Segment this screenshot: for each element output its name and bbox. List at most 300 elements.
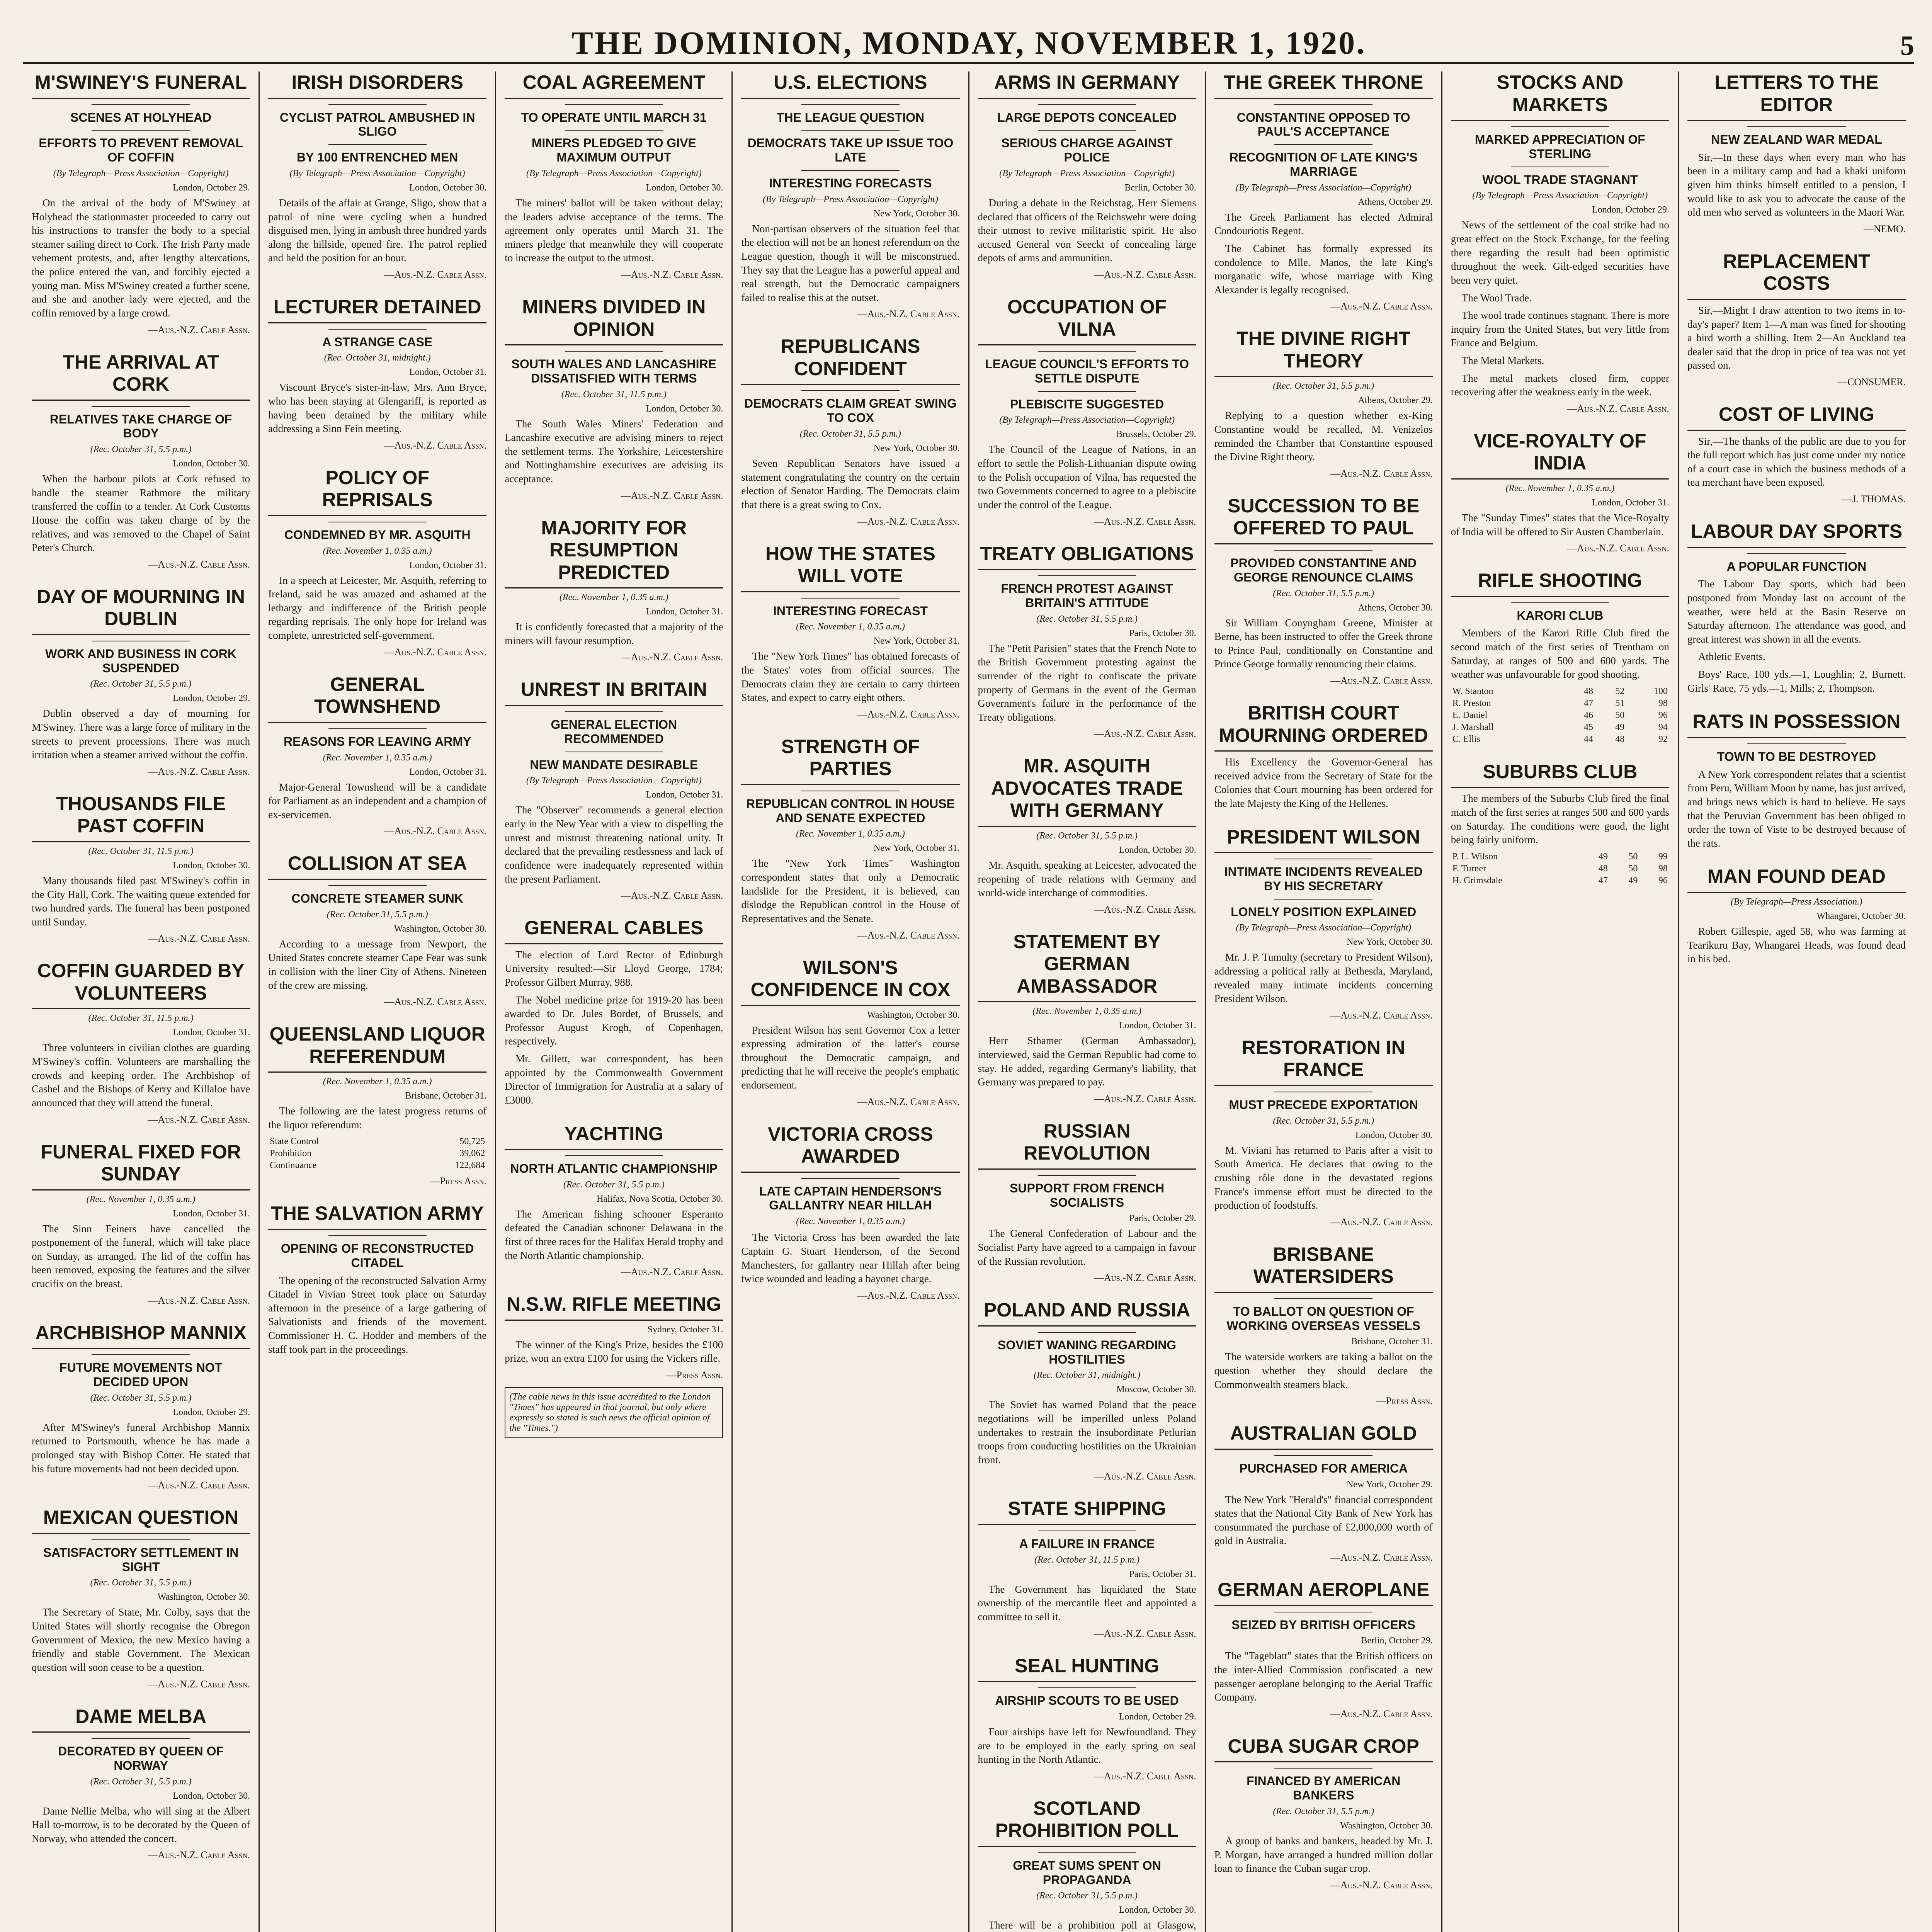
source-credit: —Aus.-N.Z. Cable Assn. — [1094, 1093, 1196, 1104]
byline: (By Telegraph—Press Association—Copyright) — [1472, 190, 1648, 201]
headline: THOUSANDS FILE PAST COFFIN — [32, 793, 250, 842]
divider-rule — [1511, 126, 1609, 127]
headline: LECTURER DETAINED — [268, 296, 486, 323]
subheadline: REASONS FOR LEAVING ARMY — [284, 734, 471, 748]
article — [978, 931, 1196, 1105]
body-paragraph: The Nobel medicine prize for 1919-20 has been awarded to Dr. Jules Bordet, of Brussels, and Professor August Krogh, of Copenhagen, respectively. — [505, 994, 723, 1047]
dateline: New York, October 30. — [873, 208, 960, 219]
source-credit: —Aus.-N.Z. Cable Assn. — [384, 825, 487, 837]
dateline: Athens, October 29. — [1358, 197, 1433, 207]
headline: RESTORATION IN FRANCE — [1214, 1037, 1433, 1086]
subheadline: A POPULAR FUNCTION — [1726, 559, 1867, 573]
body-paragraph: The winner of the King's Prize, besides the £100 prize, won an extra £100 for using the Vickers rifle. — [505, 1338, 723, 1364]
byline: (Rec. November 1, 0.35 a.m.) — [559, 592, 668, 603]
article — [505, 1293, 723, 1438]
article — [741, 1123, 959, 1301]
byline: (Rec. November 1, 0.35 a.m.) — [1505, 483, 1615, 493]
source-credit: —Aus.-N.Z. Cable Assn. — [621, 490, 723, 501]
subheadline: LONELY POSITION EXPLAINED — [1231, 905, 1417, 919]
body-paragraph: Mr. Gillett, war correspondent, has been appointed by the Commonwealth Government Director of Immigration for Australia at a salary of £3000. — [505, 1053, 723, 1106]
divider-rule — [565, 1155, 663, 1156]
subheadline: CYCLIST PATROL AMBUSHED IN SLIGO — [279, 110, 475, 139]
subheadline: TOWN TO BE DESTROYED — [1717, 749, 1876, 764]
table-row — [268, 1160, 486, 1172]
article — [978, 71, 1196, 281]
body-paragraph: Sir,—The thanks of the public are due to you for the full report which has just come under my notice of a court case in which the business methods of a tea merchant have been exposed. — [1687, 435, 1906, 488]
body-paragraph: The Victoria Cross has been awarded the late Captain G. Stuart Henderson, of the Second Manchesters, for gallantry near Hillah after being twice wounded and leading a bayonet charge. — [741, 1231, 960, 1285]
divider-rule — [328, 728, 427, 729]
source-credit: —Aus.-N.Z. Cable Assn. — [857, 929, 960, 941]
headline: REPUBLICANS CONFIDENT — [741, 335, 959, 385]
divider-rule — [328, 1235, 427, 1236]
table-cell: 50,725 — [459, 1136, 485, 1147]
body-paragraph: President Wilson has sent Governor Cox a letter expressing admiration of the latter's course throughout the Democratic campaign, and predicting that he will receive the people's emphatic endorsement. — [741, 1024, 960, 1091]
headline: LETTERS TO THE EDITOR — [1687, 71, 1906, 121]
source-credit: —Aus.-N.Z. Cable Assn. — [384, 439, 487, 451]
dateline: London, October 29. — [173, 693, 250, 704]
body-paragraph: Details of the affair at Grange, Sligo, show that a patrol of nine were cycling when a hundred disguised men, lying in ambush three hundred yards along the hillside, opened fire. The patrol replied and held the position for an hour. — [268, 197, 487, 264]
table-row — [1451, 697, 1669, 709]
divider-rule — [328, 104, 427, 105]
body-paragraph: There will be a prohibition poll at Glasgow, — [988, 1919, 1196, 1931]
subheadline: PURCHASED FOR AMERICA — [1239, 1461, 1408, 1475]
source-credit: —Aus.-N.Z. Cable Assn. — [857, 515, 960, 527]
source-credit: —Aus.-N.Z. Cable Assn. — [621, 890, 723, 901]
column-4 — [733, 71, 969, 1932]
article — [1451, 761, 1669, 887]
body-paragraph: After M'Swiney's funeral Archbishop Mannix returned to Portsmouth, whence he has made a prolonged stay with Bishop Cotter. He stated that his future movements had not been decided upon. — [32, 1421, 250, 1475]
headline: THE GREEK THRONE — [1214, 71, 1433, 99]
dateline: London, October 30. — [173, 860, 250, 871]
table-cell: 48 — [1615, 734, 1625, 744]
headline: M'SWINEY'S FUNERAL — [32, 71, 250, 99]
source-credit: —Aus.-N.Z. Cable Assn. — [148, 1114, 250, 1125]
dateline: London, October 31. — [409, 767, 487, 777]
body-paragraph: The waterside workers are taking a ballot on the question whether they should declare the Commonwealth steamers black. — [1214, 1351, 1433, 1390]
headline: OCCUPATION OF VILNA — [978, 296, 1196, 345]
article — [505, 679, 723, 901]
divider-rule — [801, 104, 900, 105]
body-paragraph: The members of the Suburbs Club fired the final match of the first series at ranges 500 and 600 yards on Saturday. The conditions were good, the light being fairly uniform. — [1451, 793, 1669, 846]
body-paragraph: The miners' ballot will be taken without delay; the leaders advise acceptance of the terms. The agreement only operates until March 31. The miners pledge that meanwhile they will cooperate to increase the output to the utmost. — [505, 197, 723, 264]
body-paragraph: The "Petit Parisien" states that the French Note to the British Government protesting against the surrender of the right to confiscate the private property of Germans in the event of the German Government's failure in the performance of the Treaty obligations. — [978, 642, 1196, 723]
table-row — [1451, 851, 1669, 863]
byline: (Rec. October 31, 11.5 p.m.) — [88, 846, 194, 856]
article — [1451, 570, 1669, 745]
divider-rule — [1274, 899, 1372, 900]
dateline: Berlin, October 30. — [1124, 182, 1196, 193]
source-credit: —Aus.-N.Z. Cable Assn. — [1330, 468, 1433, 479]
dateline: London, October 31. — [409, 560, 487, 570]
byline: (Rec. October 31, 5.5 p.m.) — [90, 1393, 192, 1403]
body-paragraph: Sir,—Might I draw attention to two items in to-day's paper? Item 1—A man was fined for shooting a bird worth a shilling. Item 2—An Auckland tea dealer said that the drop in price of tea was not yet passed on. — [1687, 304, 1906, 371]
body-paragraph: The Greek Parliament has elected Admiral Condouriotis Regent. — [1214, 211, 1433, 237]
table-cell: 99 — [1658, 851, 1668, 862]
headline: U.S. ELECTIONS — [741, 71, 959, 99]
divider-rule — [328, 329, 427, 330]
byline: (Rec. October 31, midnight.) — [324, 353, 431, 363]
source-credit: —CONSUMER. — [1837, 376, 1906, 388]
headline: POLAND AND RUSSIA — [978, 1299, 1196, 1327]
divider-rule — [565, 104, 663, 105]
body-paragraph: During a debate in the Reichstag, Herr Siemens declared that officers of the Reichswehr were doing their utmost to revive militaristic spirit. He also accused General von Seeckt of concealing large depots of arms and ammunition. — [978, 197, 1196, 264]
dateline: Berlin, October 29. — [1361, 1636, 1433, 1646]
body-paragraph: Boys' Race, 100 yds.—1, Loughlin; 2, Burnett. Girls' Race, 75 yds.—1, Mills; 2, Thompson. — [1687, 668, 1906, 694]
divider-rule — [1747, 126, 1845, 127]
divider-rule — [92, 1354, 190, 1355]
headline: HOW THE STATES WILL VOTE — [741, 543, 959, 592]
article — [32, 351, 250, 570]
headline: CUBA SUGAR CROP — [1214, 1735, 1433, 1763]
table-cell: 98 — [1658, 863, 1668, 874]
subheadline: INTIMATE INCIDENTS REVEALED BY HIS SECRETARY — [1224, 865, 1423, 893]
dateline: Washington, October 30. — [394, 923, 487, 934]
table-cell: 39,062 — [459, 1148, 485, 1159]
source-credit: —Press Assn. — [430, 1175, 487, 1187]
subheadline: BY 100 ENTRENCHED MEN — [297, 150, 458, 165]
source-credit: —Aus.-N.Z. Cable Assn. — [384, 996, 487, 1008]
article — [32, 793, 250, 945]
source-credit: —Aus.-N.Z. Cable Assn. — [148, 324, 250, 335]
body-paragraph: The New York "Herald's" financial correspondent states that the National City Bank of New York has consummated the purchase of £2,000,000 worth of gold in Australia. — [1214, 1493, 1433, 1547]
source-credit: —Aus.-N.Z. Cable Assn. — [148, 1849, 250, 1861]
column-3 — [496, 71, 733, 1932]
article — [1687, 403, 1906, 505]
subheadline: SOVIET WANING REGARDING HOSTILITIES — [997, 1338, 1177, 1366]
results-table — [1451, 851, 1669, 887]
table-cell: Continuance — [270, 1160, 317, 1171]
byline: (Rec. October 31, 11.5 p.m.) — [561, 389, 667, 400]
table-cell: 45 — [1583, 722, 1593, 732]
headline: AUSTRALIAN GOLD — [1214, 1422, 1433, 1450]
body-paragraph: The Sinn Feiners have cancelled the postponement of the funeral, which will take place on Sunday, as arranged. The lid of the coffin has been removed, exposing the features and the silver crucifix on the breast. — [32, 1223, 250, 1290]
dateline: London, October 29. — [1592, 205, 1669, 215]
body-paragraph: The Cabinet has formally expressed its condolence to Mlle. Manos, the late King's morganatic wife, whose marriage with King Alexander is legally recognised. — [1214, 242, 1433, 296]
columns — [23, 71, 1914, 1932]
article — [1687, 250, 1906, 388]
table-row — [268, 1136, 486, 1148]
body-paragraph: The American fishing schooner Esperanto defeated the Canadian schooner Delawana in the first of three races for the Halifax Herald trophy and the North Atlantic championship. — [505, 1208, 723, 1261]
dateline: London, October 30. — [409, 182, 487, 193]
source-credit: —NEMO. — [1863, 223, 1906, 235]
divider-rule — [1038, 391, 1136, 392]
byline: (Rec. October 31, 11.5 p.m.) — [88, 1013, 194, 1024]
divider-rule — [92, 104, 190, 105]
subheadline: TO BALLOT ON QUESTION OF WORKING OVERSEAS VESSELS — [1226, 1304, 1420, 1333]
body-paragraph: The "New York Times" has obtained forecasts of the States' votes from official sources. The Democrats claim they are certain to carry thirteen States, and expect to carry eight others. — [741, 650, 960, 704]
dateline: Washington, October 30. — [867, 1010, 960, 1020]
table-cell: 49 — [1615, 722, 1625, 732]
article — [32, 1322, 250, 1492]
divider-rule — [1038, 1175, 1136, 1176]
headline: UNREST IN BRITAIN — [505, 679, 723, 706]
column-6 — [1206, 71, 1442, 1932]
divider-rule — [1038, 1332, 1136, 1333]
article — [741, 335, 959, 527]
body-paragraph: Non-partisan observers of the situation feel that the election will not be an honest referendum on the League question, though it will be misconstrued. They say that the League has a powerful appeal and real strength, but the Democratic campaigners failed to realise this at the outset. — [741, 223, 960, 303]
table-cell: 49 — [1628, 875, 1638, 886]
table-cell: P. L. Wilson — [1452, 851, 1498, 862]
page-number: 5 — [1900, 30, 1914, 61]
article — [1214, 1579, 1433, 1720]
divider-rule — [1038, 575, 1136, 576]
source-credit: —Aus.-N.Z. Cable Assn. — [1330, 1216, 1433, 1228]
body-paragraph: The Secretary of State, Mr. Colby, says that the United States will shortly recognise the Obregon Government of Mexico, the new Mexico having a friendly and stable Government. The Mexican question will soon cease to be a question. — [32, 1606, 250, 1673]
table-cell: 51 — [1615, 698, 1625, 708]
article — [978, 1655, 1196, 1782]
subheadline: LARGE DEPOTS CONCEALED — [997, 110, 1177, 124]
table-cell: 52 — [1615, 686, 1625, 696]
divider-rule — [565, 130, 663, 131]
body-paragraph: The "Observer" recommends a general election early in the New Year with a view to dispelling the unrest and mistrust threatening national unity. It declared that the prevailing restlessness and lack of confidence were inadequately represented within the present Parliament. — [505, 804, 723, 885]
article — [1214, 702, 1433, 811]
article — [1687, 71, 1906, 235]
body-paragraph: Members of the Karori Rifle Club fired the second match of the first series of Trentham on Saturday, at ranges of 500 and 600 yards. The weather was unfavourable for good shooting. — [1451, 627, 1669, 680]
subheadline: CONDEMNED BY MR. ASQUITH — [284, 527, 471, 542]
subheadline: SERIOUS CHARGE AGAINST POLICE — [1001, 136, 1173, 165]
dateline: Brisbane, October 31. — [405, 1091, 487, 1101]
divider-rule — [1038, 130, 1136, 131]
column-5 — [969, 71, 1206, 1932]
divider-rule — [1038, 1687, 1136, 1688]
divider-rule — [92, 1539, 190, 1540]
table-cell: H. Grimsdale — [1452, 875, 1503, 886]
byline: (By Telegraph—Press Association.) — [1730, 896, 1862, 907]
table-cell: 44 — [1583, 734, 1593, 744]
subheadline: LATE CAPTAIN HENDERSON'S GALLANTRY NEAR HILLAH — [759, 1184, 942, 1213]
body-paragraph: The Metal Markets. — [1461, 355, 1544, 367]
article — [1214, 71, 1433, 312]
source-credit: —Aus.-N.Z. Cable Assn. — [148, 1678, 250, 1690]
byline: (Rec. November 1, 0.35 a.m.) — [796, 622, 905, 632]
body-paragraph: Replying to a question whether ex-King Constantine would be recalled, M. Venizelos reminded the Chamber that Constantine espoused the Divine Right theory. — [1214, 410, 1433, 463]
body-paragraph: Sir,—In these days when every man who has been in a military camp and had a khaki uniform given him thinks himself entitled to a pension, I would like to ask you to advocate the cause of the old men who served as volunteers in the Maori War. — [1687, 151, 1906, 218]
table-cell: Prohibition — [270, 1148, 312, 1159]
divider-rule — [328, 144, 427, 145]
headline: GENERAL TOWNSHEND — [268, 673, 486, 723]
subheadline: MINERS PLEDGED TO GIVE MAXIMUM OUTPUT — [531, 136, 696, 165]
results-table — [268, 1136, 486, 1172]
body-paragraph: The South Wales Miners' Federation and Lancashire executive are advising miners to reject the settlement terms. The Yorkshire, Leicestershire and Nottinghamshire executives are advising its acceptance. — [505, 418, 723, 485]
body-paragraph: On the arrival of the body of M'Swiney at Holyhead the stationmaster proceeded to carry out his instructions to transfer the body to a special steamer sailing direct to Cork. The Irish Party made vehement protests, and, after lengthy altercations, the police entered the van, and forcibly ejected a young man. Miss M'Swiney created a further scene, and she and another lady were ejected, and the coffin removed by a large crowd. — [32, 197, 250, 319]
headline: GENERAL CABLES — [505, 917, 723, 944]
table-cell: 122,684 — [455, 1160, 485, 1171]
headline: SEAL HUNTING — [978, 1655, 1196, 1682]
table-row — [1451, 709, 1669, 721]
article — [268, 467, 486, 658]
divider-rule — [92, 1738, 190, 1739]
dateline: New York, October 30. — [873, 443, 960, 454]
source-credit: —Aus.-N.Z. Cable Assn. — [1094, 1471, 1196, 1482]
source-credit: —Aus.-N.Z. Cable Assn. — [148, 765, 250, 777]
table-cell: 47 — [1583, 698, 1593, 708]
source-credit: —Aus.-N.Z. Cable Assn. — [148, 1294, 250, 1306]
headline: SUCCESSION TO BE OFFERED TO PAUL — [1214, 495, 1433, 544]
column-8 — [1679, 71, 1914, 1932]
subheadline: NEW MANDATE DESIRABLE — [530, 757, 698, 772]
source-credit: —Aus.-N.Z. Cable Assn. — [148, 1480, 250, 1491]
body-paragraph: Mr. J. P. Tumulty (secretary to President Wilson), addressing a political rally at Bethesda, Maryland, revealed many intimate incidents concerning President Wilson. — [1214, 951, 1433, 1005]
headline: THE DIVINE RIGHT THEORY — [1214, 328, 1433, 377]
byline: (Rec. October 31, 5.5 p.m.) — [1273, 1806, 1374, 1816]
table-row — [1451, 875, 1669, 887]
source-credit: —Aus.-N.Z. Cable Assn. — [1094, 1628, 1196, 1639]
article — [741, 543, 959, 720]
body-paragraph: Three volunteers in civilian clothes are guarding M'Swiney's coffin. Volunteers are marshalling the crowds and keeping order. The Archbishop of Cashel and the Bishops of Kerry and Killaloe have announced that they will attend the funeral. — [32, 1042, 250, 1109]
dateline: London, October 31. — [1592, 497, 1669, 508]
subheadline: PROVIDED CONSTANTINE AND GEORGE RENOUNCE CLAIMS — [1230, 556, 1417, 584]
table-cell: 92 — [1658, 734, 1668, 744]
article — [1214, 826, 1433, 1021]
body-paragraph: Many thousands filed past M'Swiney's coffin in the City Hall, Cork. The waiting queue extended for two hundred yards. The funeral has been postponed until Sunday. — [32, 874, 250, 928]
headline: COST OF LIVING — [1687, 403, 1906, 431]
dateline: Halifax, Nova Scotia, October 30. — [597, 1194, 723, 1204]
subheadline: MARKED APPRECIATION OF STERLING — [1475, 133, 1645, 161]
headline: ARCHBISHOP MANNIX — [32, 1322, 250, 1349]
table-cell: 50 — [1628, 863, 1638, 874]
dateline: Sydney, October 31. — [647, 1324, 723, 1335]
byline: (Rec. November 1, 0.35 a.m.) — [86, 1194, 196, 1204]
article — [268, 296, 486, 451]
headline: COAL AGREEMENT — [505, 71, 723, 99]
byline: (Rec. October 31, 5.5 p.m.) — [90, 679, 192, 689]
dateline: London, October 31. — [173, 1027, 250, 1038]
headline: RATS IN POSSESSION — [1687, 711, 1906, 738]
source-credit: —Aus.-N.Z. Cable Assn. — [1094, 515, 1196, 527]
headline: MR. ASQUITH ADVOCATES TRADE WITH GERMANY — [978, 755, 1196, 827]
headline: REPLACEMENT COSTS — [1687, 250, 1906, 300]
source-credit: —Aus.-N.Z. Cable Assn. — [1330, 1879, 1433, 1891]
body-paragraph: The Council of the League of Nations, in an effort to settle the Polish-Lithuanian dispute owing to the Polish occupation of Vilna, has requested the two Governments concerned to agree to a plebiscite under the control of the League. — [978, 444, 1196, 510]
byline: (Rec. October 31, 5.5 p.m.) — [1036, 1891, 1138, 1901]
table-cell: 96 — [1658, 875, 1668, 886]
body-paragraph: Four airships have left for Newfoundland. They are to be employed in the early spring on seal hunting in the North Atlantic. — [978, 1726, 1196, 1765]
headline: WILSON'S CONFIDENCE IN COX — [741, 957, 959, 1006]
dateline: London, October 30. — [646, 403, 723, 414]
subheadline: INTERESTING FORECASTS — [769, 176, 932, 190]
body-paragraph: The General Confederation of Labour and the Socialist Party have agreed to a campaign in favour of the Russian revolution. — [978, 1228, 1196, 1267]
article — [978, 755, 1196, 915]
dateline: Brussels, October 29. — [1116, 429, 1196, 440]
table-cell: 96 — [1658, 710, 1668, 720]
subheadline: DECORATED BY QUEEN OF NORWAY — [58, 1744, 224, 1772]
dateline: Moscow, October 30. — [1116, 1384, 1196, 1395]
dateline: London, October 29. — [173, 1407, 250, 1417]
source-credit: —Aus.-N.Z. Cable Assn. — [384, 646, 487, 658]
article — [1687, 711, 1906, 850]
body-paragraph: Herr Sthamer (German Ambassador), interviewed, said the German Republic had come to stay. He added, regarding Germany's liability, that Germany was prepared to pay. — [978, 1035, 1196, 1088]
body-paragraph: The opening of the reconstructed Salvation Army Citadel in Vivian Street took place on Saturday afternoon in the presence of a large gathering of Salvationists and friends of the movement. Commissioner H. C. Hodder and members of the staff took part in the proceedings. — [268, 1274, 487, 1355]
divider-rule — [92, 130, 190, 131]
subheadline: GENERAL ELECTION RECOMMENDED — [551, 717, 677, 746]
divider-rule — [1038, 1852, 1136, 1853]
article — [268, 852, 486, 1008]
subheadline: KARORI CLUB — [1517, 608, 1604, 622]
subheadline: NEW ZEALAND WAR MEDAL — [1711, 133, 1882, 146]
subheadline: TO OPERATE UNTIL MARCH 31 — [521, 110, 707, 124]
dateline: New York, October 31. — [873, 636, 960, 646]
byline: (By Telegraph—Press Association—Copyright) — [53, 168, 229, 179]
subheadline: CONSTANTINE OPPOSED TO PAUL'S ACCEPTANCE — [1236, 110, 1410, 139]
divider-rule — [1274, 550, 1372, 551]
subheadline: PLEBISCITE SUGGESTED — [1010, 397, 1164, 411]
byline: (Rec. November 1, 0.35 a.m.) — [796, 1216, 905, 1227]
byline: (Rec. October 31, 5.5 p.m.) — [1273, 588, 1374, 599]
divider-rule — [801, 170, 900, 171]
divider-rule — [565, 351, 663, 352]
body-paragraph: The "Sunday Times" states that the Vice-Royalty of India will be offered to Sir Austen Chamberlain. — [1451, 512, 1669, 537]
dateline: New York, October 31. — [873, 843, 960, 854]
byline: (By Telegraph—Press Association—Copyright) — [763, 194, 938, 204]
subheadline: A STRANGE CASE — [322, 335, 433, 349]
headline: RIFLE SHOOTING — [1451, 570, 1669, 597]
subheadline: NORTH ATLANTIC CHAMPIONSHIP — [510, 1162, 718, 1175]
dateline: London, October 29. — [1119, 1711, 1196, 1722]
source-credit: —Aus.-N.Z. Cable Assn. — [1567, 403, 1669, 414]
divider-rule — [1038, 351, 1136, 352]
body-paragraph: In a speech at Leicester, Mr. Asquith, referring to Ireland, said he was amazed and ashamed at the lethargy and indifference of the British people regarding reprisals. The only hope for Ireland was complete, unrestricted self-government. — [268, 574, 487, 641]
table-cell: 94 — [1658, 722, 1668, 732]
table-row — [268, 1148, 486, 1160]
body-paragraph: The Wool Trade. — [1461, 292, 1532, 304]
body-paragraph: His Excellency the Governor-General has received advice from the Secretary of State for the Colonies that Court mourning has been ordered for the late Majesty the King of the Hellenes. — [1214, 756, 1433, 809]
subheadline: MUST PRECEDE EXPORTATION — [1229, 1097, 1418, 1112]
subheadline: LEAGUE COUNCIL'S EFFORTS TO SETTLE DISPUTE — [985, 357, 1189, 385]
body-paragraph: The Government has liquidated the State ownership of the mercantile fleet and appointed a committee to sell it. — [978, 1583, 1196, 1622]
headline: DAY OF MOURNING IN DUBLIN — [32, 586, 250, 635]
body-paragraph: The metal markets closed firm, copper recovering after the weakness early in the week. — [1451, 372, 1669, 398]
headline: MAN FOUND DEAD — [1687, 866, 1906, 893]
dateline: Paris, October 31. — [1129, 1569, 1196, 1579]
article — [268, 673, 486, 837]
divider-rule — [565, 711, 663, 712]
byline: (Rec. October 31, 5.5 p.m.) — [1036, 614, 1138, 624]
subheadline: FRENCH PROTEST AGAINST BRITAIN'S ATTITUDE — [1001, 582, 1173, 610]
table-cell: 50 — [1628, 851, 1638, 862]
table-cell: 98 — [1658, 698, 1668, 708]
results-table — [1451, 685, 1669, 745]
body-paragraph: Dame Nellie Melba, who will sing at the Albert Hall to-morrow, is to be decorated by the Queen of Norway, who attended the concert. — [32, 1805, 250, 1844]
table-cell: C. Ellis — [1452, 734, 1480, 744]
headline: FUNERAL FIXED FOR SUNDAY — [32, 1141, 250, 1190]
headline: STATEMENT BY GERMAN AMBASSADOR — [978, 931, 1196, 1003]
subheadline: AIRSHIP SCOUTS TO BE USED — [995, 1694, 1179, 1708]
divider-rule — [1274, 1298, 1372, 1299]
divider-rule — [801, 598, 900, 599]
body-paragraph: Mr. Asquith, speaking at Leicester, advocated the reopening of trade relations with Germany and world-wide interchange of commodities. — [978, 859, 1196, 899]
body-paragraph: When the harbour pilots at Cork refused to handle the steamer Rathmore the military transferred the coffin to a tender. At Cork Customs House the coffin was taken charge of by the relatives, and was removed to the Chapel of Saint Peter's Church. — [32, 473, 250, 554]
headline: SCOTLAND PROHIBITION POLL — [978, 1798, 1196, 1847]
article — [32, 1706, 250, 1861]
dateline: London, October 30. — [646, 182, 723, 193]
dateline: Athens, October 29. — [1358, 395, 1433, 406]
article — [505, 917, 723, 1107]
divider-rule — [1747, 743, 1845, 744]
body-paragraph: A group of banks and bankers, headed by Mr. J. P. Morgan, have arranged a hundred million dollar loan to finance the Cuban sugar crop. — [1214, 1835, 1433, 1874]
byline: (Rec. November 1, 0.35 a.m.) — [796, 829, 905, 839]
byline: (By Telegraph—Press Association—Copyright) — [526, 168, 702, 179]
divider-rule — [1274, 1768, 1372, 1769]
body-paragraph: Major-General Townshend will be a candidate for Parliament as an independent and a champion of ex-servicemen. — [268, 781, 487, 820]
subheadline: DEMOCRATS TAKE UP ISSUE TOO LATE — [747, 136, 954, 165]
article — [978, 296, 1196, 527]
byline: (Rec. October 31, 5.5 p.m.) — [563, 1179, 665, 1190]
article — [741, 71, 959, 320]
source-credit: —Aus.-N.Z. Cable Assn. — [1094, 728, 1196, 740]
body-paragraph: News of the settlement of the coal strike had no great effect on the Stock Exchange, for the feeling there regarding the result had been optimistic throughout the week. Gilt-edged securities have been very quiet. — [1451, 219, 1669, 286]
byline: (Rec. November 1, 0.35 a.m.) — [323, 546, 432, 556]
subheadline: THE LEAGUE QUESTION — [776, 110, 925, 124]
